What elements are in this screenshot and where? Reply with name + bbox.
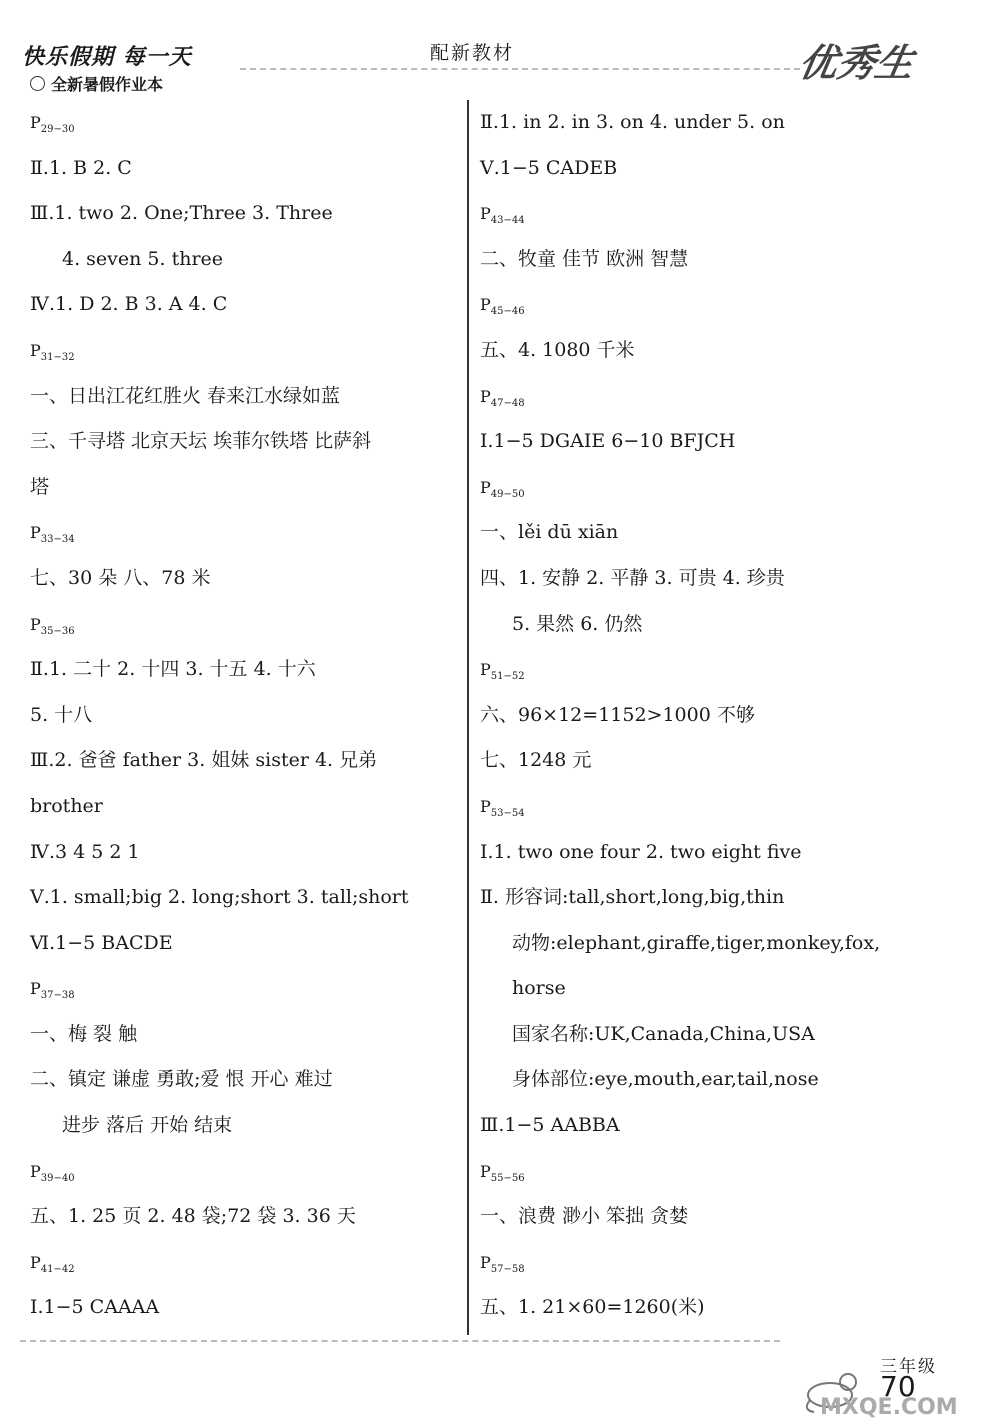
page-range-label bbox=[30, 1149, 470, 1195]
answer-line: 一、lěi dū xiān bbox=[480, 521, 619, 544]
page-range-label bbox=[30, 100, 470, 146]
answer-line: Ⅵ.1−5 BACDE bbox=[30, 931, 173, 954]
page-prefix: P bbox=[30, 523, 41, 543]
answer-line: Ⅱ.1. in 2. in 3. on 4. under 5. on bbox=[480, 111, 785, 133]
answer-line: 六、96×12=1152>1000 不够 bbox=[480, 703, 755, 726]
watermark: MXQE.COM bbox=[820, 1395, 958, 1420]
page-range-label bbox=[480, 784, 920, 830]
answer-line: 五、1. 21×60=1260(米) bbox=[480, 1296, 705, 1319]
page-range-label bbox=[480, 374, 920, 420]
page-range-label bbox=[480, 1149, 920, 1195]
answer-line: 身体部位:eye,mouth,ear,tail,nose bbox=[512, 1068, 819, 1091]
page-range: 45−46 bbox=[490, 306, 525, 318]
page-prefix: P bbox=[30, 979, 41, 999]
page-range: 35−36 bbox=[40, 625, 75, 637]
page-range: 41−42 bbox=[40, 1264, 75, 1276]
page-prefix: P bbox=[30, 1252, 41, 1272]
page-range-label bbox=[30, 602, 470, 648]
page-range: 39−40 bbox=[40, 1172, 75, 1184]
answer-line: 一、日出江花红胜火 春来江水绿如蓝 bbox=[30, 384, 341, 407]
answer-line: 一、梅 裂 触 bbox=[30, 1022, 138, 1045]
page-range: 51−52 bbox=[490, 671, 525, 683]
page-range-label bbox=[480, 191, 920, 237]
left-column bbox=[30, 100, 470, 1331]
page-range: 29−30 bbox=[40, 124, 75, 136]
page-range: 57−58 bbox=[490, 1264, 525, 1276]
answer-line: Ⅱ.1. 二十 2. 十四 3. 十五 4. 十六 bbox=[30, 658, 316, 681]
answer-line: 5. 果然 6. 仍然 bbox=[512, 612, 643, 635]
page-prefix: P bbox=[30, 340, 41, 360]
answer-line: Ⅱ. 形容词:tall,short,long,big,thin bbox=[480, 886, 785, 909]
brand-title: 快乐假期 每一天 bbox=[22, 44, 192, 70]
page-range-label bbox=[480, 282, 920, 328]
answer-line: Ⅲ.1−5 AABBA bbox=[480, 1114, 620, 1137]
answer-line: 五、1. 25 页 2. 48 袋;72 袋 3. 36 天 bbox=[30, 1205, 356, 1228]
right-column bbox=[480, 100, 920, 1331]
page-prefix: P bbox=[480, 660, 491, 680]
brand-subtitle-text: 全新暑假作业本 bbox=[51, 75, 164, 94]
logo: 优秀生 bbox=[795, 40, 918, 85]
answer-line: 四、1. 安静 2. 平静 3. 可贵 4. 珍贵 bbox=[480, 566, 785, 589]
answer-line: 二、牧童 佳节 欧洲 智慧 bbox=[480, 247, 689, 270]
page-range: 49−50 bbox=[490, 488, 525, 500]
answer-line: 进步 落后 开始 结束 bbox=[62, 1114, 233, 1137]
page-range-label bbox=[480, 1240, 920, 1286]
answer-line: Ⅳ.1. D 2. B 3. A 4. C bbox=[30, 293, 228, 316]
page-number: 70 bbox=[880, 1370, 916, 1403]
answer-line: Ⅱ.1. B 2. C bbox=[30, 156, 132, 179]
footer-divider bbox=[20, 1340, 780, 1342]
answer-line: Ⅲ.1. two 2. One;Three 3. Three bbox=[30, 202, 333, 225]
page-range-label bbox=[30, 966, 470, 1012]
page-range-label bbox=[30, 328, 470, 374]
answer-line: Ⅳ.3 4 5 2 1 bbox=[30, 840, 140, 863]
answer-line: 5. 十八 bbox=[30, 703, 93, 726]
page-range: 43−44 bbox=[490, 215, 525, 227]
answer-line: Ⅰ.1−5 DGAIE 6−10 BFJCH bbox=[480, 430, 736, 453]
page-range: 55−56 bbox=[490, 1172, 525, 1184]
page-range-label bbox=[480, 647, 920, 693]
answer-line: 二、镇定 谦虚 勇敢;爱 恨 开心 难过 bbox=[30, 1068, 333, 1091]
answer-line: 五、4. 1080 千米 bbox=[480, 338, 635, 361]
header-divider bbox=[240, 68, 800, 70]
answer-line: Ⅲ.2. 爸爸 father 3. 姐妹 sister 4. 兄弟 bbox=[30, 749, 378, 772]
page-range-label bbox=[30, 1240, 470, 1286]
answer-line: 国家名称:UK,Canada,China,USA bbox=[512, 1022, 815, 1045]
answer-line: 动物:elephant,giraffe,tiger,monkey,fox, bbox=[512, 931, 881, 954]
brand-subtitle bbox=[30, 72, 163, 95]
page-prefix: P bbox=[30, 113, 41, 132]
circle-icon bbox=[30, 76, 45, 91]
page-range-label bbox=[480, 465, 920, 511]
page-prefix: P bbox=[30, 614, 41, 634]
page-prefix: P bbox=[480, 796, 491, 816]
answer-line: 七、1248 元 bbox=[480, 749, 592, 772]
answer-line: 一、浪费 渺小 笨拙 贪婪 bbox=[480, 1205, 689, 1228]
page-prefix: P bbox=[30, 1161, 41, 1181]
page-range: 53−54 bbox=[490, 808, 525, 820]
page-prefix: P bbox=[480, 477, 491, 497]
page-prefix: P bbox=[480, 386, 491, 406]
answer-line: 4. seven 5. three bbox=[62, 247, 224, 270]
page-range: 31−32 bbox=[40, 352, 75, 364]
page-prefix: P bbox=[480, 1161, 491, 1181]
answer-line: brother bbox=[30, 794, 103, 817]
page-header bbox=[0, 0, 1000, 100]
page-range: 37−38 bbox=[40, 990, 75, 1002]
answer-line: Ⅰ.1−5 CAAAA bbox=[30, 1296, 160, 1319]
edition-label: 配新教材 bbox=[430, 42, 515, 64]
page-range: 33−34 bbox=[40, 534, 75, 546]
page-range: 47−48 bbox=[490, 397, 525, 409]
column-divider bbox=[467, 100, 469, 1335]
page-prefix: P bbox=[480, 204, 491, 224]
answer-line: 七、30 朵 八、78 米 bbox=[30, 566, 211, 589]
answer-line: Ⅰ.1. two one four 2. two eight five bbox=[480, 840, 802, 863]
answer-line: Ⅴ.1. small;big 2. long;short 3. tall;short bbox=[30, 886, 409, 909]
answer-line: 塔 bbox=[30, 475, 50, 498]
page-range-label bbox=[30, 510, 470, 556]
page-prefix: P bbox=[480, 1252, 491, 1272]
answer-line: horse bbox=[512, 977, 566, 1000]
grade-label: 三年级 bbox=[880, 1357, 937, 1377]
page-prefix: P bbox=[480, 295, 491, 315]
answer-line: 三、千寻塔 北京天坛 埃菲尔铁塔 比萨斜 bbox=[30, 430, 372, 453]
answer-line: Ⅴ.1−5 CADEB bbox=[480, 156, 618, 179]
